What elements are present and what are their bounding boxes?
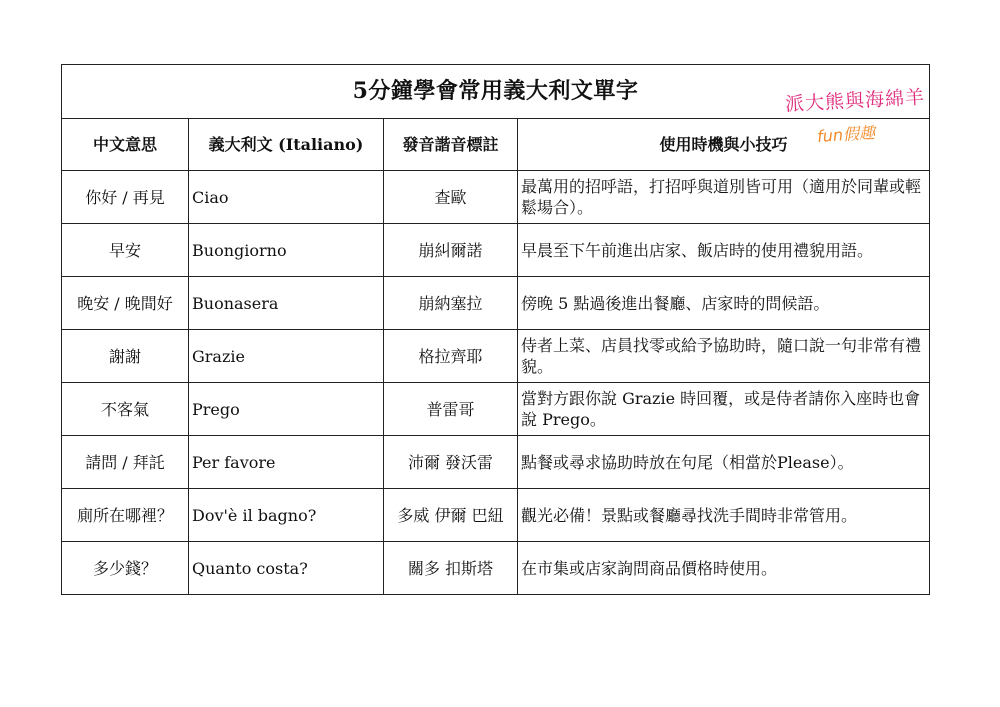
brand-logo xyxy=(775,86,935,156)
cell-chinese: 你好 / 再見 xyxy=(62,171,189,224)
cell-pronunciation: 多威 伊爾 巴紐 xyxy=(384,489,518,542)
header-pronunciation: 發音諧音標註 xyxy=(384,119,518,171)
cell-italian: Per favore xyxy=(189,436,384,489)
table-row xyxy=(62,330,930,383)
cell-tip: 在市集或店家詢問商品價格時使用。 xyxy=(518,542,930,595)
cell-italian: Prego xyxy=(189,383,384,436)
table-row xyxy=(62,542,930,595)
cell-italian: Buongiorno xyxy=(189,224,384,277)
cell-chinese: 早安 xyxy=(62,224,189,277)
cell-italian: Buonasera xyxy=(189,277,384,330)
cell-tip: 觀光必備！景點或餐廳尋找洗手間時非常管用。 xyxy=(518,489,930,542)
table-row xyxy=(62,489,930,542)
cell-chinese: 廁所在哪裡？ xyxy=(62,489,189,542)
table-row xyxy=(62,277,930,330)
cell-pronunciation: 沛爾 發沃雷 xyxy=(384,436,518,489)
header-chinese: 中文意思 xyxy=(62,119,189,171)
cell-italian: Dov'è il bagno? xyxy=(189,489,384,542)
cell-tip: 點餐或尋求協助時放在句尾（相當於Please）。 xyxy=(518,436,930,489)
cell-pronunciation: 格拉齊耶 xyxy=(384,330,518,383)
table-row xyxy=(62,224,930,277)
cell-chinese: 謝謝 xyxy=(62,330,189,383)
brand-name: 派大熊與海綿羊 xyxy=(784,86,926,116)
page-title: 5分鐘學會常用義大利文單字 xyxy=(352,78,639,104)
table-row xyxy=(62,436,930,489)
table-row xyxy=(62,171,930,224)
cell-pronunciation: 崩糾爾諾 xyxy=(384,224,518,277)
header-italian: 義大利文 (Italiano) xyxy=(189,119,384,171)
cell-chinese: 不客氣 xyxy=(62,383,189,436)
cell-tip: 最萬用的招呼語，打招呼與道別皆可用（適用於同輩或輕鬆場合）。 xyxy=(518,171,930,224)
cell-pronunciation: 普雷哥 xyxy=(384,383,518,436)
cell-tip: 當對方跟你說 Grazie 時回覆，或是侍者請你入座時也會說 Prego。 xyxy=(518,383,930,436)
cell-chinese: 多少錢？ xyxy=(62,542,189,595)
cell-tip: 傍晚 5 點過後進出餐廳、店家時的問候語。 xyxy=(518,277,930,330)
cell-chinese: 請問 / 拜託 xyxy=(62,436,189,489)
cell-pronunciation: 查歐 xyxy=(384,171,518,224)
table-row xyxy=(62,383,930,436)
cell-tip: 早晨至下午前進出店家、飯店時的使用禮貌用語。 xyxy=(518,224,930,277)
cell-italian: Ciao xyxy=(189,171,384,224)
cell-pronunciation: 崩納塞拉 xyxy=(384,277,518,330)
header-tips: 使用時機與小技巧 xyxy=(518,119,930,171)
cell-italian: Grazie xyxy=(189,330,384,383)
cell-tip: 侍者上菜、店員找零或給予協助時，隨口說一句非常有禮貌。 xyxy=(518,330,930,383)
cell-italian: Quanto costa? xyxy=(189,542,384,595)
vocabulary-sheet xyxy=(61,64,929,604)
cell-pronunciation: 關多 扣斯塔 xyxy=(384,542,518,595)
cell-chinese: 晚安 / 晚間好 xyxy=(62,277,189,330)
brand-tagline: fun假趣 xyxy=(816,123,876,146)
